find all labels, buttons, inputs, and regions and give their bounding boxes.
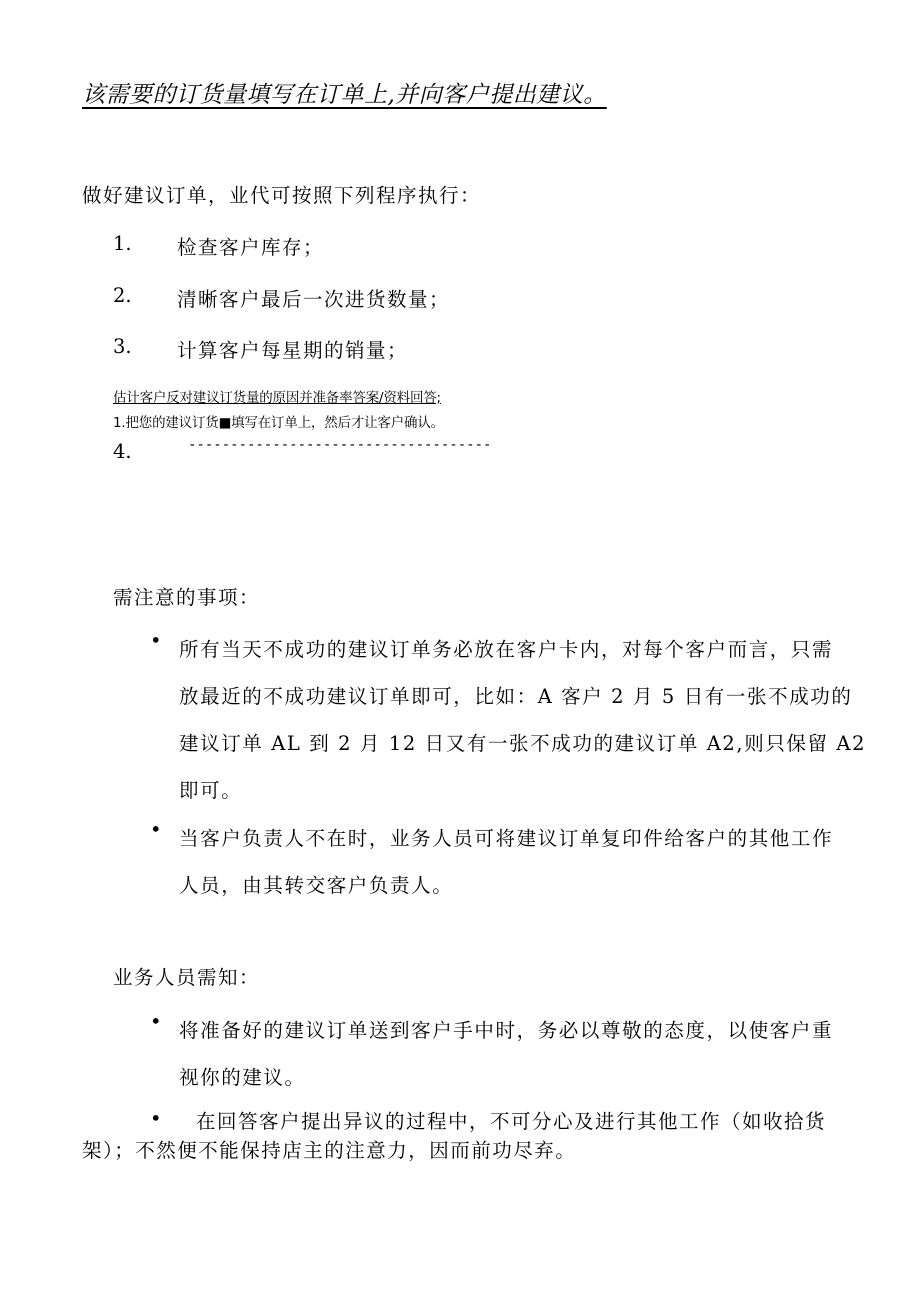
step-text: 计算客户每星期的销量； <box>177 339 409 362</box>
paragraph-line: 即可。 <box>179 779 243 802</box>
staff-item-2 <box>82 1107 852 1165</box>
step-number: 1. <box>113 232 132 255</box>
staff-item-1 <box>179 1007 851 1101</box>
paragraph-line: 在回答客户提出异议的过程中，不可分心及进行其他工作（如收拾货 <box>196 1110 827 1133</box>
note-line-1: 估计客户反对建议订货量的原因并准备率答案/资料回答; <box>113 390 441 406</box>
bullet-icon: • <box>150 629 162 652</box>
step-text: 清晰客户最后一次进货数量； <box>177 288 451 311</box>
paragraph-line: 人员，由其转交客户负责人。 <box>179 874 454 897</box>
paragraph-line: 当客户负责人不在时，业务人员可将建议订单复印件给客户的其他工作 <box>179 827 834 850</box>
step-number: 2. <box>113 284 132 307</box>
step-number: 3. <box>113 335 132 358</box>
step-text: 检查客户库存； <box>177 236 325 259</box>
step-number: 4. <box>113 440 132 463</box>
paragraph-line: 放最近的不成功建议订单即可，比如：A 客户 2 月 5 日有一张不成功的 <box>179 685 853 708</box>
top-instruction-line: 该需要的订货量填写在订单上,并向客户提出建议。 <box>82 82 607 108</box>
bullet-icon: • <box>150 1010 162 1033</box>
attention-item-1 <box>179 626 867 814</box>
intro-text: 做好建议订单，业代可按照下列程序执行： <box>82 184 482 207</box>
note-line-2: 1.把您的建议订货■填写在订单上，然后才让客户确认。 <box>113 415 444 431</box>
bullet-icon: • <box>150 818 162 841</box>
bullet-icon: • <box>150 1107 162 1130</box>
paragraph-line: 所有当天不成功的建议订单务必放在客户卡内，对每个客户而言，只需 <box>179 638 834 661</box>
paragraph-line: 视你的建议。 <box>179 1066 306 1089</box>
attention-heading: 需注意的事项： <box>113 586 261 609</box>
paragraph-line: 将准备好的建议订单送到客户手中时，务必以尊敬的态度，以使客户重 <box>179 1019 834 1042</box>
attention-item-2 <box>179 815 851 909</box>
paragraph-line: 建议订单 AL 到 2 月 12 日又有一张不成功的建议订单 A2,则只保留 A2 <box>179 732 867 755</box>
staff-heading: 业务人员需知： <box>113 966 261 989</box>
blank-dash-line: ------------------------------------ <box>188 437 492 453</box>
paragraph-line: 架）；不然便不能保持店主的注意力，因而前功尽弃。 <box>82 1139 577 1162</box>
